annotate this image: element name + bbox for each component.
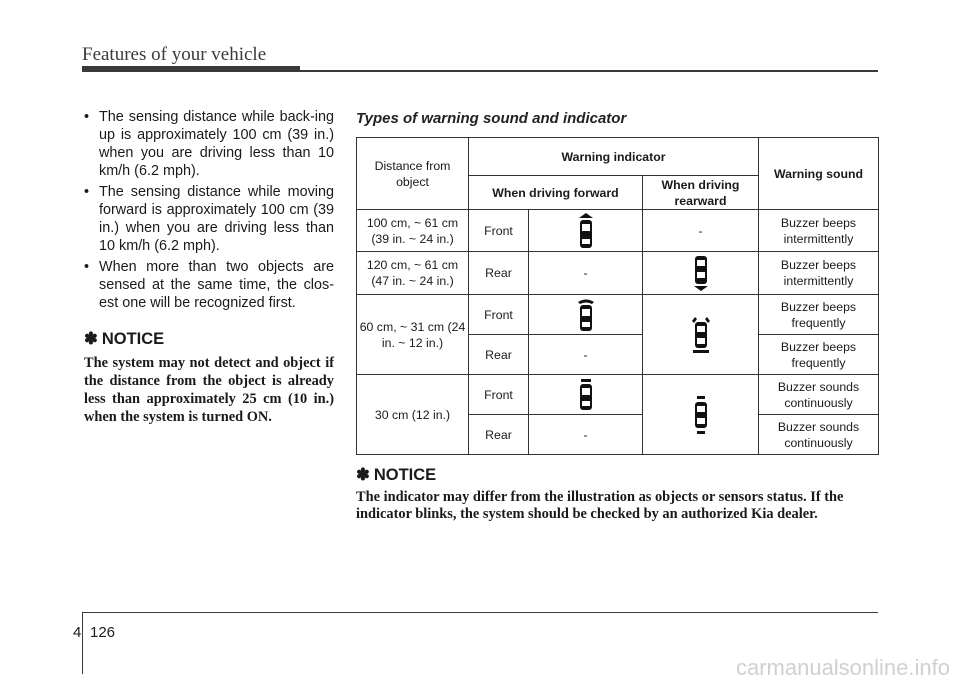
warning-table	[356, 137, 879, 455]
rearward-indicator-cell: -	[643, 210, 759, 252]
notice-body: The system may not detect and object if the distance from the object is already less than approximately 25 cm (10 in.) when the system is turned ON.	[84, 355, 334, 425]
direction-cell: Rear	[469, 252, 529, 295]
page-number: 126	[90, 624, 116, 641]
sound-cell: Buzzer beeps intermittently	[759, 210, 879, 252]
direction-cell: Rear	[469, 335, 529, 375]
all-sensor-car-icon	[689, 395, 713, 435]
direction-cell: Rear	[469, 415, 529, 455]
direction-cell: Front	[469, 375, 529, 415]
forward-indicator-cell	[529, 375, 643, 415]
all-sensor-car-icon	[689, 315, 713, 355]
distance-cell: 120 cm, ~ 61 cm (47 in. ~ 24 in.)	[357, 252, 469, 295]
right-column	[356, 110, 878, 523]
rear-sensor-car-icon	[691, 255, 711, 291]
notice-heading	[84, 330, 334, 348]
header-bar	[82, 66, 300, 72]
left-column	[84, 108, 334, 426]
notice-heading-text: NOTICE	[101, 330, 165, 348]
notice-body: The indicator may differ from the illustration as objects or sensors status. If the indicator blinks, the system should be checked by an authorized Kia dealer.	[356, 489, 844, 522]
header-rule	[300, 70, 878, 72]
forward-indicator-cell: -	[529, 252, 643, 295]
forward-indicator-cell: -	[529, 415, 643, 455]
rearward-indicator-cell	[643, 252, 759, 295]
sound-cell: Buzzer sounds continuously	[759, 375, 879, 415]
head-indicator: Warning indicator	[469, 138, 759, 176]
chapter-number: 4	[73, 624, 82, 641]
bullet-item: • The sensing distance while moving forward is approximately 100 cm (39 in.) when you are driving less than 10 km/h (6.2 mph).	[84, 183, 334, 255]
forward-indicator-cell: -	[529, 335, 643, 375]
forward-indicator-cell	[529, 210, 643, 252]
footer-divider	[82, 612, 83, 674]
notice-heading	[356, 465, 878, 485]
distance-cell: 60 cm, ~ 31 cm (24 in. ~ 12 in.)	[357, 295, 469, 375]
forward-indicator-cell	[529, 295, 643, 335]
sound-cell: Buzzer sounds continuously	[759, 415, 879, 455]
sound-cell: Buzzer beeps frequently	[759, 335, 879, 375]
rearward-indicator-cell	[643, 375, 759, 455]
distance-cell: 100 cm, ~ 61 cm (39 in. ~ 24 in.)	[357, 210, 469, 252]
notice-heading-text: NOTICE	[373, 466, 437, 484]
head-forward: When driving forward	[469, 176, 643, 210]
front-sensor-car-icon	[576, 379, 596, 411]
bullet-list	[84, 108, 334, 312]
head-sound: Warning sound	[759, 138, 879, 210]
front-sensor-car-icon	[575, 298, 597, 332]
direction-cell: Front	[469, 210, 529, 252]
footer-rule	[82, 612, 878, 613]
page-header-title: Features of your vehicle	[82, 44, 267, 65]
rearward-indicator-cell	[643, 295, 759, 375]
sound-cell: Buzzer beeps frequently	[759, 295, 879, 335]
notice-mark-icon: ✽	[84, 330, 98, 348]
bullet-item: • When more than two objects are sensed at the same time, the clos-est one will be recognized first.	[84, 258, 334, 312]
distance-cell: 30 cm (12 in.)	[357, 375, 469, 455]
head-distance: Distance from object	[357, 138, 469, 210]
sound-cell: Buzzer beeps intermittently	[759, 252, 879, 295]
section-title: Types of warning sound and indicator	[356, 110, 627, 127]
head-rearward: When driving rearward	[643, 176, 759, 210]
watermark: carmanualsonline.info	[735, 655, 950, 680]
notice-mark-icon: ✽	[356, 466, 370, 484]
front-sensor-car-icon	[576, 213, 596, 249]
bullet-item: • The sensing distance while back-ing up is approximately 100 cm (39 in.) when you are driving less than 10 km/h (6.2 mph).	[84, 108, 334, 180]
indicator-notice	[356, 465, 878, 523]
direction-cell: Front	[469, 295, 529, 335]
